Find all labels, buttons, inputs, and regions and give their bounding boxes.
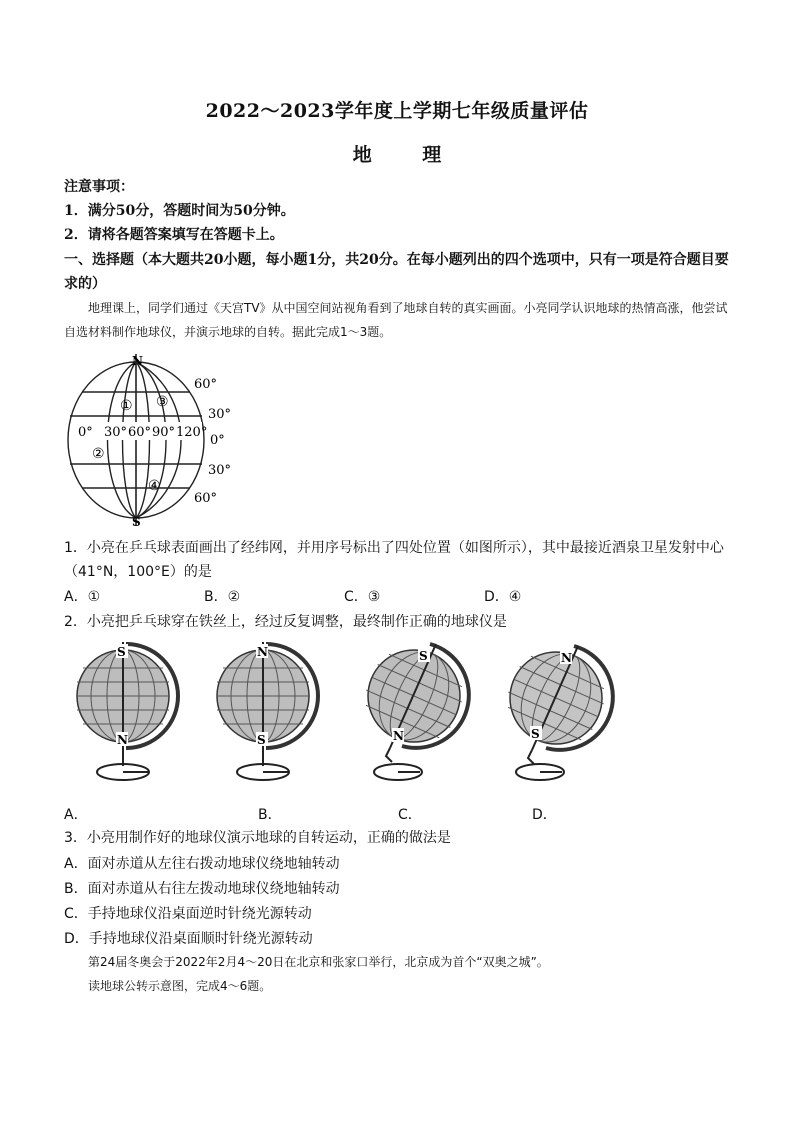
q2-option-a: A． xyxy=(64,807,88,823)
q2-option-b: B． xyxy=(258,807,282,823)
lat-label-60s: 60° xyxy=(194,491,218,506)
question-2-stem: 2．小亮把乒乓球穿在铁丝上，经过反复调整，最终制作正确的地球仪是 xyxy=(64,614,507,630)
lon-label-120: 120° xyxy=(176,425,208,440)
globe-d-bottom-pole: S xyxy=(531,727,540,741)
q3-option-b: B．面对赤道从右往左拨动地球仪绕地轴转动 xyxy=(64,881,340,897)
lat-label-30s: 30° xyxy=(208,463,232,478)
notice-heading: 注意事项： xyxy=(64,179,134,195)
question-3-stem: 3．小亮用制作好的地球仪演示地球的自转运动，正确的做法是 xyxy=(64,830,451,846)
q1-option-c: C．③ xyxy=(344,589,381,605)
marker-3: ③ xyxy=(156,394,169,410)
lat-label-30n: 30° xyxy=(208,407,232,422)
globe-a-top-pole: S xyxy=(117,645,126,659)
south-label: S xyxy=(132,515,141,528)
q3-option-a: A．面对赤道从左往右拨动地球仪绕地轴转动 xyxy=(64,856,340,872)
globe-b-top-pole: N xyxy=(257,645,268,659)
q3-option-c: C．手持地球仪沿桌面逆时针绕光源转动 xyxy=(64,906,312,922)
q2-option-c: C． xyxy=(398,807,422,823)
north-label: N xyxy=(132,354,143,368)
lat-label-0: 0° xyxy=(210,433,225,448)
q3-option-d: D．手持地球仪沿桌面顺时针绕光源转动 xyxy=(64,931,313,947)
globe-b-figure xyxy=(208,638,332,788)
globe-d-figure xyxy=(490,638,620,788)
passage-1: 地理课上，同学们通过《天宫TV》从中国空间站视角看到了地球自转的真实画面。小亮同学认识地球的热情高涨，他尝试自选材料制作地球仪，并演示地球的自转。据此完成1～3题。 xyxy=(64,301,728,339)
section-heading: 一、选择题（本大题共20小题，每小题1分，共20分。在每小题列出的四个选项中，只有一项是符合题目要求的） xyxy=(64,252,729,292)
globe-c-figure xyxy=(352,638,482,788)
globe-b-bottom-pole: S xyxy=(257,733,266,747)
notice-item-1: 1．满分50分，答题时间为50分钟。 xyxy=(64,203,295,219)
globe-c-top-pole: S xyxy=(419,649,428,663)
lon-label-30: 30° xyxy=(104,425,128,440)
lon-label-0: 0° xyxy=(78,425,93,440)
graticule-globe-figure xyxy=(58,352,248,528)
lat-label-60n: 60° xyxy=(194,377,218,392)
lon-label-90: 90° xyxy=(152,425,176,440)
q2-option-d: D． xyxy=(532,807,557,823)
marker-1: ① xyxy=(120,398,133,414)
subject-title: 地 理 xyxy=(352,144,464,166)
marker-2: ② xyxy=(92,446,105,462)
globe-d-top-pole: N xyxy=(561,651,572,665)
notice-item-2: 2．请将各题答案填写在答题卡上。 xyxy=(64,227,284,243)
exam-title: 2022～2023学年度上学期七年级质量评估 xyxy=(205,100,589,122)
globe-a-bottom-pole: N xyxy=(117,733,128,747)
passage-2-line-2: 读地球公转示意图，完成4～6题。 xyxy=(88,979,272,993)
marker-4: ④ xyxy=(148,478,161,494)
lon-label-60: 60° xyxy=(128,425,152,440)
passage-2-line-1: 第24届冬奥会于2022年2月4～20日在北京和张家口举行，北京成为首个“双奥之城”。 xyxy=(88,955,549,969)
q1-option-a: A．① xyxy=(64,589,101,605)
q1-option-b: B．② xyxy=(204,589,241,605)
globe-c-bottom-pole: N xyxy=(393,729,404,743)
q1-option-d: D．④ xyxy=(484,589,522,605)
globe-a-figure xyxy=(68,638,192,788)
question-1-stem: 1．小亮在乒乓球表面画出了经纬网，并用序号标出了四处位置（如图所示），其中最接近酒泉卫星发射中心（41°N，100°E）的是 xyxy=(64,540,724,580)
